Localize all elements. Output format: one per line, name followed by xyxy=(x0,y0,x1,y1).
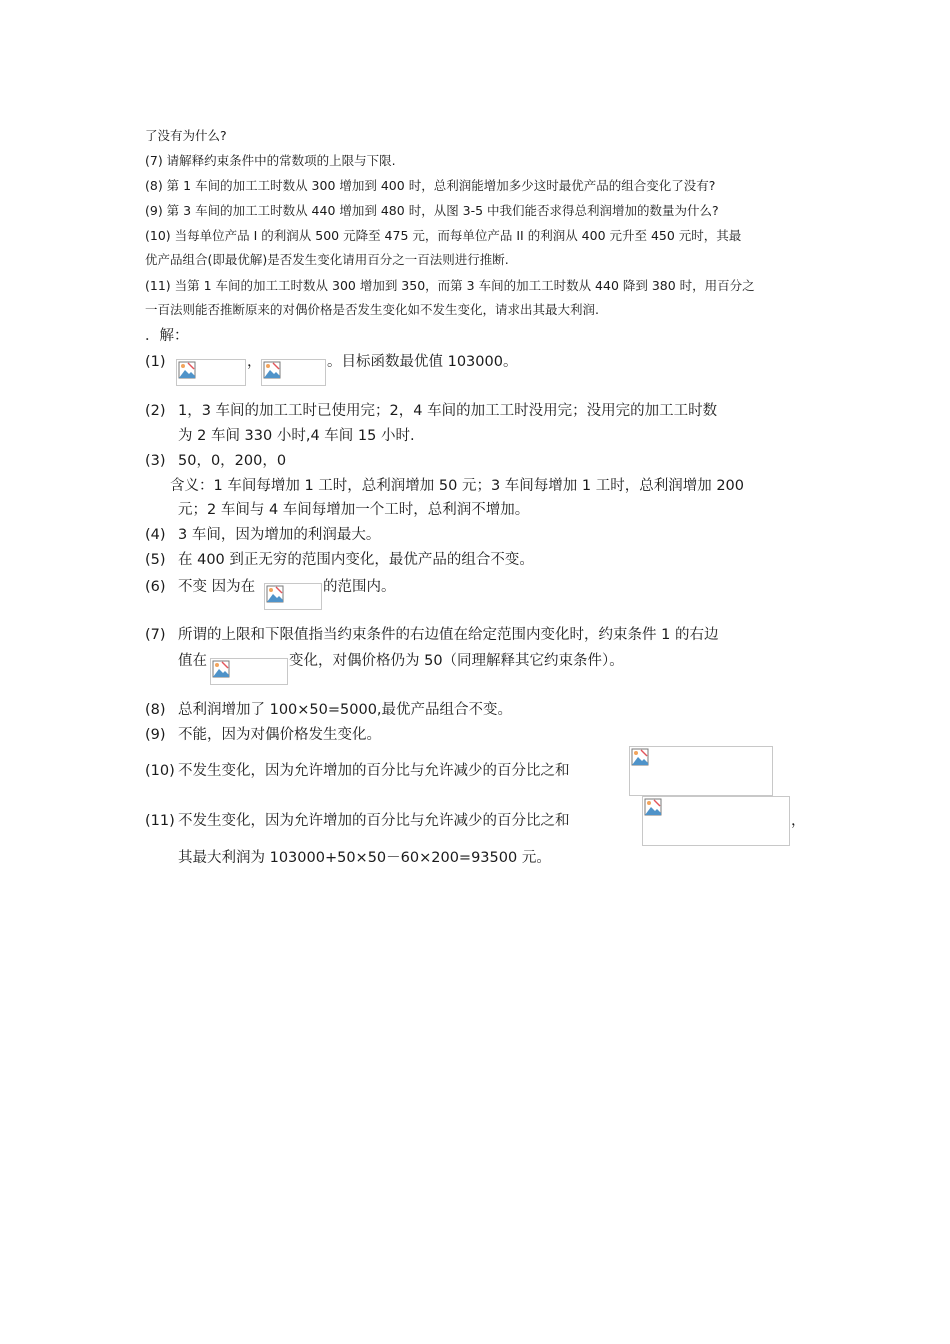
answer-3-number: (3) xyxy=(145,453,166,469)
answer-1-number: (1) xyxy=(145,354,166,370)
answer-3-line-2: 含义：1 车间每增加 1 工时，总利润增加 50 元；3 车间每增加 1 工时，总利润增加 200 xyxy=(170,478,745,494)
solution-heading: ．解： xyxy=(145,328,189,344)
answer-3-line-1: 50，0，200，0 xyxy=(178,453,287,469)
question-11-line-1: (11) 当第 1 车间的加工工时数从 300 增加到 350，而第 3 车间的加工工时数从 440 降到 380 时，用百分之 xyxy=(145,278,755,293)
broken-image-icon xyxy=(631,748,649,766)
answer-3-line-3: 元；2 车间与 4 车间每增加一个工时，总利润不增加。 xyxy=(178,502,530,518)
answer-11-text: 不发生变化，因为允许增加的百分比与允许减少的百分比之和 xyxy=(178,813,570,829)
answer-9-number: (9) xyxy=(145,727,166,743)
broken-image-icon xyxy=(644,798,662,816)
answer-6-number: (6) xyxy=(145,579,166,595)
answer-9-text: 不能，因为对偶价格发生变化。 xyxy=(178,727,381,743)
answer-2-line-1: 1，3 车间的加工工时已使用完；2，4 车间的加工工时没用完；没用完的加工工时数 xyxy=(178,403,718,419)
answer-4-number: (4) xyxy=(145,527,166,543)
broken-image-icon xyxy=(212,660,230,678)
answer-6-suffix: 的范围内。 xyxy=(323,579,396,595)
answer-11-separator: ， xyxy=(791,813,806,829)
answer-2-number: (2) xyxy=(145,403,166,419)
formula-image-percent-sum-10 xyxy=(629,746,773,796)
answer-8-text: 总利润增加了 100×50=5000,最优产品组合不变。 xyxy=(178,702,513,718)
question-11-line-2: 一百法则能否推断原来的对偶价格是否发生变化如不发生变化，请求出其最大利润. xyxy=(145,302,599,317)
broken-image-icon xyxy=(178,361,196,379)
question-9: (9) 第 3 车间的加工工时数从 440 增加到 480 时，从图 3-5 中我们能否求得总利润增加的数量为什么? xyxy=(145,203,719,218)
question-10-line-2: 优产品组合(即最优解)是否发生变化请用百分之一百法则进行推断. xyxy=(145,252,509,267)
question-10-line-1: (10) 当每单位产品 I 的利润从 500 元降至 475 元，而每单位产品 II 的利润从 400 元升至 450 元时，其最 xyxy=(145,228,742,243)
formula-image-x1 xyxy=(176,359,246,386)
answer-10-number: (10) xyxy=(145,763,175,779)
answer-7-line-1: 所谓的上限和下限值指当约束条件的右边值在给定范围内变化时，约束条件 1 的右边 xyxy=(178,627,719,643)
formula-image-range-6 xyxy=(264,583,322,610)
question-8: (8) 第 1 车间的加工工时数从 300 增加到 400 时，总利润能增加多少这时最优产品的组合变化了没有? xyxy=(145,178,716,193)
formula-image-range-7 xyxy=(210,658,288,685)
answer-5-number: (5) xyxy=(145,552,166,568)
formula-image-percent-sum-11 xyxy=(642,796,790,846)
answer-2-line-2: 为 2 车间 330 小时,4 车间 15 小时. xyxy=(178,428,415,444)
broken-image-icon xyxy=(266,585,284,603)
answer-1-separator: ， xyxy=(247,354,262,370)
answer-10-text: 不发生变化，因为允许增加的百分比与允许减少的百分比之和 xyxy=(178,763,570,779)
question-6-tail: 了没有为什么? xyxy=(145,128,227,143)
answer-11-number: (11) xyxy=(145,813,175,829)
answer-8-number: (8) xyxy=(145,702,166,718)
question-7: (7) 请解释约束条件中的常数项的上限与下限. xyxy=(145,153,396,168)
answer-11-line-2: 其最大利润为 103000+50×50－60×200=93500 元。 xyxy=(178,850,551,866)
answer-5-text: 在 400 到正无穷的范围内变化，最优产品的组合不变。 xyxy=(178,552,534,568)
answer-1-text: 。目标函数最优值 103000。 xyxy=(327,354,518,370)
answer-7-suffix: 变化，对偶价格仍为 50（同理解释其它约束条件）。 xyxy=(289,653,624,669)
broken-image-icon xyxy=(263,361,281,379)
answer-6-prefix: 不变 因为在 xyxy=(178,579,256,595)
answer-7-number: (7) xyxy=(145,627,166,643)
formula-image-x2 xyxy=(261,359,326,386)
answer-4-text: 3 车间，因为增加的利润最大。 xyxy=(178,527,381,543)
answer-7-prefix: 值在 xyxy=(178,653,207,669)
